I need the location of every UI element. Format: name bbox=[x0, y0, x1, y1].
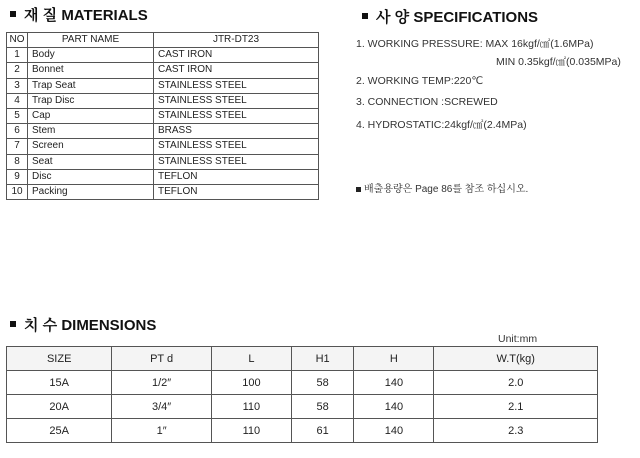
row-material: STAINLESS STEEL bbox=[154, 154, 319, 169]
bullet-square-icon bbox=[356, 187, 361, 192]
col-header-weight: W.T(kg) bbox=[434, 347, 598, 371]
bullet-square-icon bbox=[362, 13, 368, 19]
cell-pt-d: 1/2″ bbox=[112, 371, 211, 395]
bullet-square-icon bbox=[10, 11, 16, 17]
table-row bbox=[7, 78, 319, 93]
table-row bbox=[7, 124, 319, 139]
col-header-no: NO bbox=[7, 33, 28, 48]
row-no: 5 bbox=[7, 108, 28, 123]
row-part-name: Stem bbox=[28, 124, 154, 139]
capacity-note bbox=[356, 180, 528, 195]
row-part-name: Disc bbox=[28, 169, 154, 184]
col-header-l: L bbox=[211, 347, 291, 371]
table-row bbox=[7, 48, 319, 63]
col-header-size: SIZE bbox=[7, 347, 112, 371]
unit-label: Unit:mm bbox=[498, 333, 538, 345]
materials-header-row bbox=[7, 33, 319, 48]
table-row bbox=[7, 371, 598, 395]
row-no: 4 bbox=[7, 93, 28, 108]
row-no: 2 bbox=[7, 63, 28, 78]
spec-hydrostatic: 4. HYDROSTATIC:24kgf/㎠(2.4MPa) bbox=[356, 119, 527, 131]
row-no: 6 bbox=[7, 124, 28, 139]
col-header-h: H bbox=[354, 347, 434, 371]
row-material: CAST IRON bbox=[154, 63, 319, 78]
row-part-name: Trap Seat bbox=[28, 78, 154, 93]
row-no: 10 bbox=[7, 184, 28, 199]
col-header-pt-d: PT d bbox=[112, 347, 211, 371]
row-part-name: Body bbox=[28, 48, 154, 63]
table-row bbox=[7, 108, 319, 123]
materials-heading bbox=[10, 4, 148, 25]
table-row bbox=[7, 169, 319, 184]
row-part-name: Seat bbox=[28, 154, 154, 169]
row-material: BRASS bbox=[154, 124, 319, 139]
table-row bbox=[7, 395, 598, 419]
row-material: STAINLESS STEEL bbox=[154, 78, 319, 93]
spec-working-temp: 2. WORKING TEMP:220℃ bbox=[356, 75, 484, 87]
cell-h1: 58 bbox=[291, 395, 353, 419]
cell-h: 140 bbox=[354, 371, 434, 395]
materials-table bbox=[6, 32, 319, 200]
row-material: CAST IRON bbox=[154, 48, 319, 63]
dimensions-title: 치 수 DIMENSIONS bbox=[24, 317, 157, 334]
row-material: TEFLON bbox=[154, 169, 319, 184]
dimensions-table bbox=[6, 346, 598, 443]
bullet-square-icon bbox=[10, 321, 16, 327]
cell-pt-d: 1″ bbox=[112, 419, 211, 443]
cell-h: 140 bbox=[354, 419, 434, 443]
table-row bbox=[7, 93, 319, 108]
table-row bbox=[7, 139, 319, 154]
row-part-name: Packing bbox=[28, 184, 154, 199]
row-no: 9 bbox=[7, 169, 28, 184]
table-row bbox=[7, 419, 598, 443]
specifications-title: 사 양 SPECIFICATIONS bbox=[376, 9, 539, 26]
row-part-name: Screen bbox=[28, 139, 154, 154]
cell-l: 110 bbox=[211, 419, 291, 443]
col-header-model: JTR-DT23 bbox=[154, 33, 319, 48]
table-row bbox=[7, 184, 319, 199]
row-no: 3 bbox=[7, 78, 28, 93]
cell-size: 15A bbox=[7, 371, 112, 395]
spec-connection: 3. CONNECTION :SCREWED bbox=[356, 96, 498, 108]
spec-working-pressure-max: 1. WORKING PRESSURE: MAX 16kgf/㎠(1.6MPa) bbox=[356, 38, 594, 50]
cell-l: 100 bbox=[211, 371, 291, 395]
table-row bbox=[7, 63, 319, 78]
row-material: TEFLON bbox=[154, 184, 319, 199]
cell-size: 20A bbox=[7, 395, 112, 419]
row-part-name: Cap bbox=[28, 108, 154, 123]
row-no: 8 bbox=[7, 154, 28, 169]
col-header-part-name: PART NAME bbox=[28, 33, 154, 48]
cell-l: 110 bbox=[211, 395, 291, 419]
row-no: 7 bbox=[7, 139, 28, 154]
cell-weight: 2.0 bbox=[434, 371, 598, 395]
cell-size: 25A bbox=[7, 419, 112, 443]
cell-pt-d: 3/4″ bbox=[112, 395, 211, 419]
materials-title: 재 질 MATERIALS bbox=[24, 7, 148, 24]
row-part-name: Trap Disc bbox=[28, 93, 154, 108]
row-no: 1 bbox=[7, 48, 28, 63]
cell-weight: 2.3 bbox=[434, 419, 598, 443]
spec-working-pressure-min: MIN 0.35kgf/㎠(0.035MPa) bbox=[496, 56, 621, 68]
specifications-heading bbox=[362, 6, 538, 27]
cell-h: 140 bbox=[354, 395, 434, 419]
table-row bbox=[7, 154, 319, 169]
row-part-name: Bonnet bbox=[28, 63, 154, 78]
capacity-note-text: 배출용량은 Page 86를 참조 하십시오. bbox=[364, 184, 529, 195]
row-material: STAINLESS STEEL bbox=[154, 93, 319, 108]
row-material: STAINLESS STEEL bbox=[154, 139, 319, 154]
col-header-h1: H1 bbox=[291, 347, 353, 371]
cell-weight: 2.1 bbox=[434, 395, 598, 419]
dimensions-heading bbox=[10, 314, 156, 335]
cell-h1: 58 bbox=[291, 371, 353, 395]
row-material: STAINLESS STEEL bbox=[154, 108, 319, 123]
dimensions-header-row bbox=[7, 347, 598, 371]
cell-h1: 61 bbox=[291, 419, 353, 443]
